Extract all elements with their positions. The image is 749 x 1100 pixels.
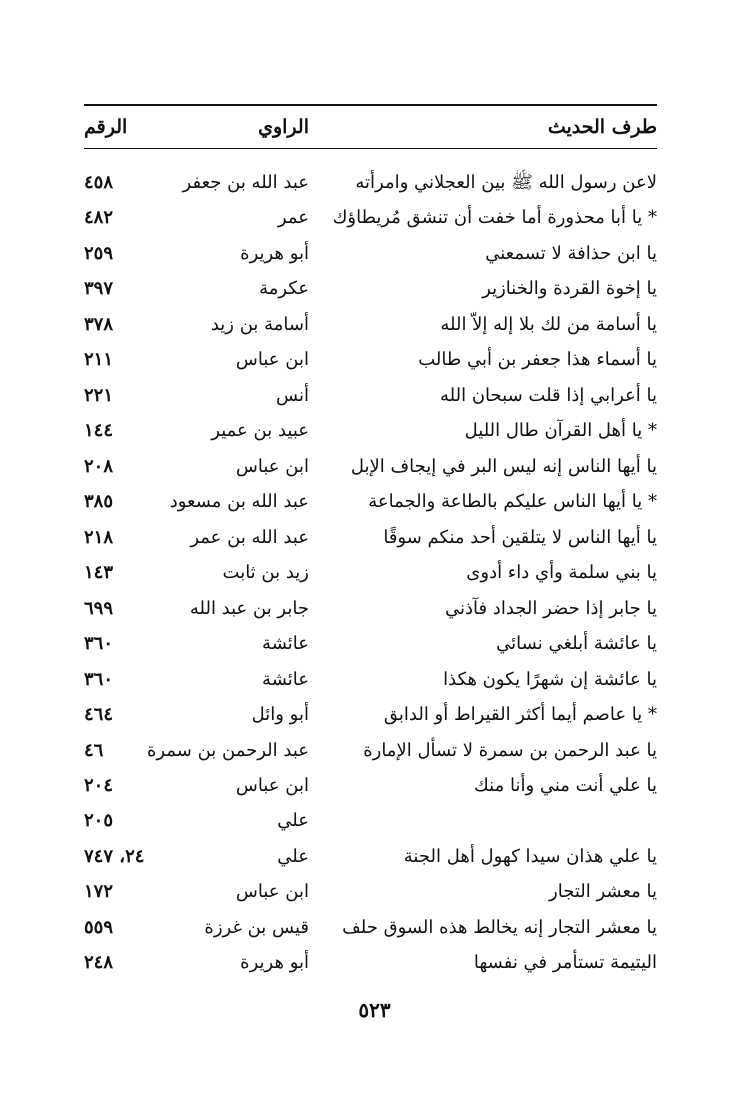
hadith-number: ١٧٢ (84, 881, 114, 902)
table-row (84, 239, 657, 269)
hadith-text: يا معشر التجار إنه يخالط هذه السوق حلف (342, 917, 657, 938)
narrator-name: عبد الله بن عمر (190, 527, 309, 548)
narrator-name: عبد الرحمن بن سمرة (147, 740, 309, 761)
hadith-number: ٤٥٨ (84, 172, 114, 193)
table-row (84, 345, 657, 375)
hadith-text: يا أعرابي إذا قلت سبحان الله (440, 385, 657, 406)
table-row (84, 452, 657, 482)
page-number: ٥٢٣ (358, 998, 391, 1022)
table-row (84, 629, 657, 659)
narrator-name: قيس بن غرزة (204, 917, 309, 938)
hadith-number: ٢٠٤ (84, 775, 114, 796)
narrator-name: عائشة (262, 669, 309, 690)
hadith-text: يا معشر التجار (549, 881, 657, 902)
narrator-name: علي (277, 810, 309, 831)
hadith-text: يا عائشة إن شهرًا يكون هكذا (443, 669, 657, 690)
hadith-number: ٣٦٠ (84, 669, 114, 690)
hadith-number: ٢٤٨ (84, 952, 114, 973)
narrator-name: أنس (276, 385, 309, 406)
hadith-text: يا جابر إذا حضر الجداد فآذني (444, 598, 657, 619)
hadith-text: يا إخوة القردة والخنازير (482, 278, 657, 299)
hadith-number: ٤٨٢ (84, 207, 114, 228)
hadith-text: اليتيمة تستأمر في نفسها (473, 952, 657, 973)
hadith-text: لاعن رسول الله ﷺ بين العجلاني وامرأته (355, 172, 657, 193)
narrator-name: ابن عباس (235, 775, 309, 796)
narrator-name: زيد بن ثابت (222, 562, 309, 583)
header-narrator: الراوي (258, 116, 309, 138)
hadith-number: ٣٨٥ (84, 491, 114, 512)
table-row (84, 948, 657, 978)
header-hadith: طرف الحديث (547, 116, 657, 138)
hadith-text: * يا عاصم أيما أكثر القيراط أو الدابق (383, 704, 657, 725)
table-row (84, 806, 657, 836)
header-rule (84, 148, 657, 149)
table-row (84, 168, 657, 198)
hadith-number: ٢٤، ٧٤٧ (84, 846, 145, 867)
hadith-number: ١٤٣ (84, 562, 114, 583)
table-row (84, 558, 657, 588)
table-row (84, 665, 657, 695)
hadith-number: ٤٦٤ (84, 704, 114, 725)
hadith-number: ١٤٤ (84, 420, 114, 441)
narrator-name: عبد الله بن مسعود (169, 491, 309, 512)
table-header (84, 112, 657, 142)
table-row (84, 913, 657, 943)
hadith-number: ٤٦ (84, 740, 104, 761)
hadith-number: ٢٠٥ (84, 810, 114, 831)
table-row (84, 310, 657, 340)
narrator-name: أسامة بن زيد (210, 314, 309, 335)
hadith-text: يا عبد الرحمن بن سمرة لا تسأل الإمارة (363, 740, 657, 761)
table-row (84, 274, 657, 304)
narrator-name: عمر (277, 207, 309, 228)
narrator-name: أبو هريرة (240, 243, 309, 264)
narrator-name: عكرمة (259, 278, 309, 299)
narrator-name: ابن عباس (235, 881, 309, 902)
narrator-name: أبو وائل (251, 704, 309, 725)
hadith-text: * يا أيها الناس عليكم بالطاعة والجماعة (368, 491, 657, 512)
top-rule (84, 104, 657, 106)
hadith-text (357, 806, 657, 836)
hadith-number: ٢٢١ (84, 385, 114, 406)
table-row (84, 381, 657, 411)
hadith-text: يا ابن حذافة لا تسمعني (485, 243, 657, 264)
narrator-name: عبد الله بن جعفر (182, 172, 309, 193)
narrator-name: عبيد بن عمير (211, 420, 309, 441)
table-row (84, 594, 657, 624)
hadith-number: ٦٩٩ (84, 598, 114, 619)
hadith-number: ٢٠٨ (84, 456, 114, 477)
hadith-number: ٣٩٧ (84, 278, 114, 299)
hadith-number: ٣٦٠ (84, 633, 114, 654)
hadith-number: ٢١١ (84, 349, 114, 370)
hadith-text: يا أسماء هذا جعفر بن أبي طالب (418, 349, 657, 370)
narrator-name: ابن عباس (235, 456, 309, 477)
hadith-text: يا أيها الناس لا يتلقين أحد منكم سوقًا (383, 527, 657, 548)
hadith-number: ٢٥٩ (84, 243, 114, 264)
narrator-name: أبو هريرة (240, 952, 309, 973)
table-row (84, 203, 657, 233)
table-row (84, 842, 657, 872)
narrator-name: عائشة (262, 633, 309, 654)
hadith-text: يا علي هذان سيدا كهول أهل الجنة (403, 846, 657, 867)
hadith-text: * يا أبا محذورة أما خفت أن تنشق مُريطاؤك (332, 207, 657, 228)
header-number: الرقم (84, 116, 128, 138)
table-row (84, 487, 657, 517)
hadith-text: يا علي أنت مني وأنا منك (474, 775, 657, 796)
narrator-name: علي (277, 846, 309, 867)
narrator-name: جابر بن عبد الله (189, 598, 309, 619)
hadith-number: ٥٥٩ (84, 917, 114, 938)
hadith-text: يا أيها الناس إنه ليس البر في إيجاف الإبل (350, 456, 657, 477)
table-row (84, 700, 657, 730)
hadith-number: ٣٧٨ (84, 314, 114, 335)
table-row (84, 736, 657, 766)
table-row (84, 523, 657, 553)
hadith-text: يا عائشة أبلغي نسائي (496, 633, 657, 654)
table-row (84, 877, 657, 907)
hadith-text: يا بني سلمة وأي داء أدوى (466, 562, 657, 583)
hadith-text: يا أسامة من لك بلا إله إلاّ الله (440, 314, 657, 335)
hadith-text: * يا أهل القرآن طال الليل (464, 420, 657, 441)
table-row (84, 771, 657, 801)
table-row (84, 416, 657, 446)
narrator-name: ابن عباس (235, 349, 309, 370)
hadith-number: ٢١٨ (84, 527, 114, 548)
